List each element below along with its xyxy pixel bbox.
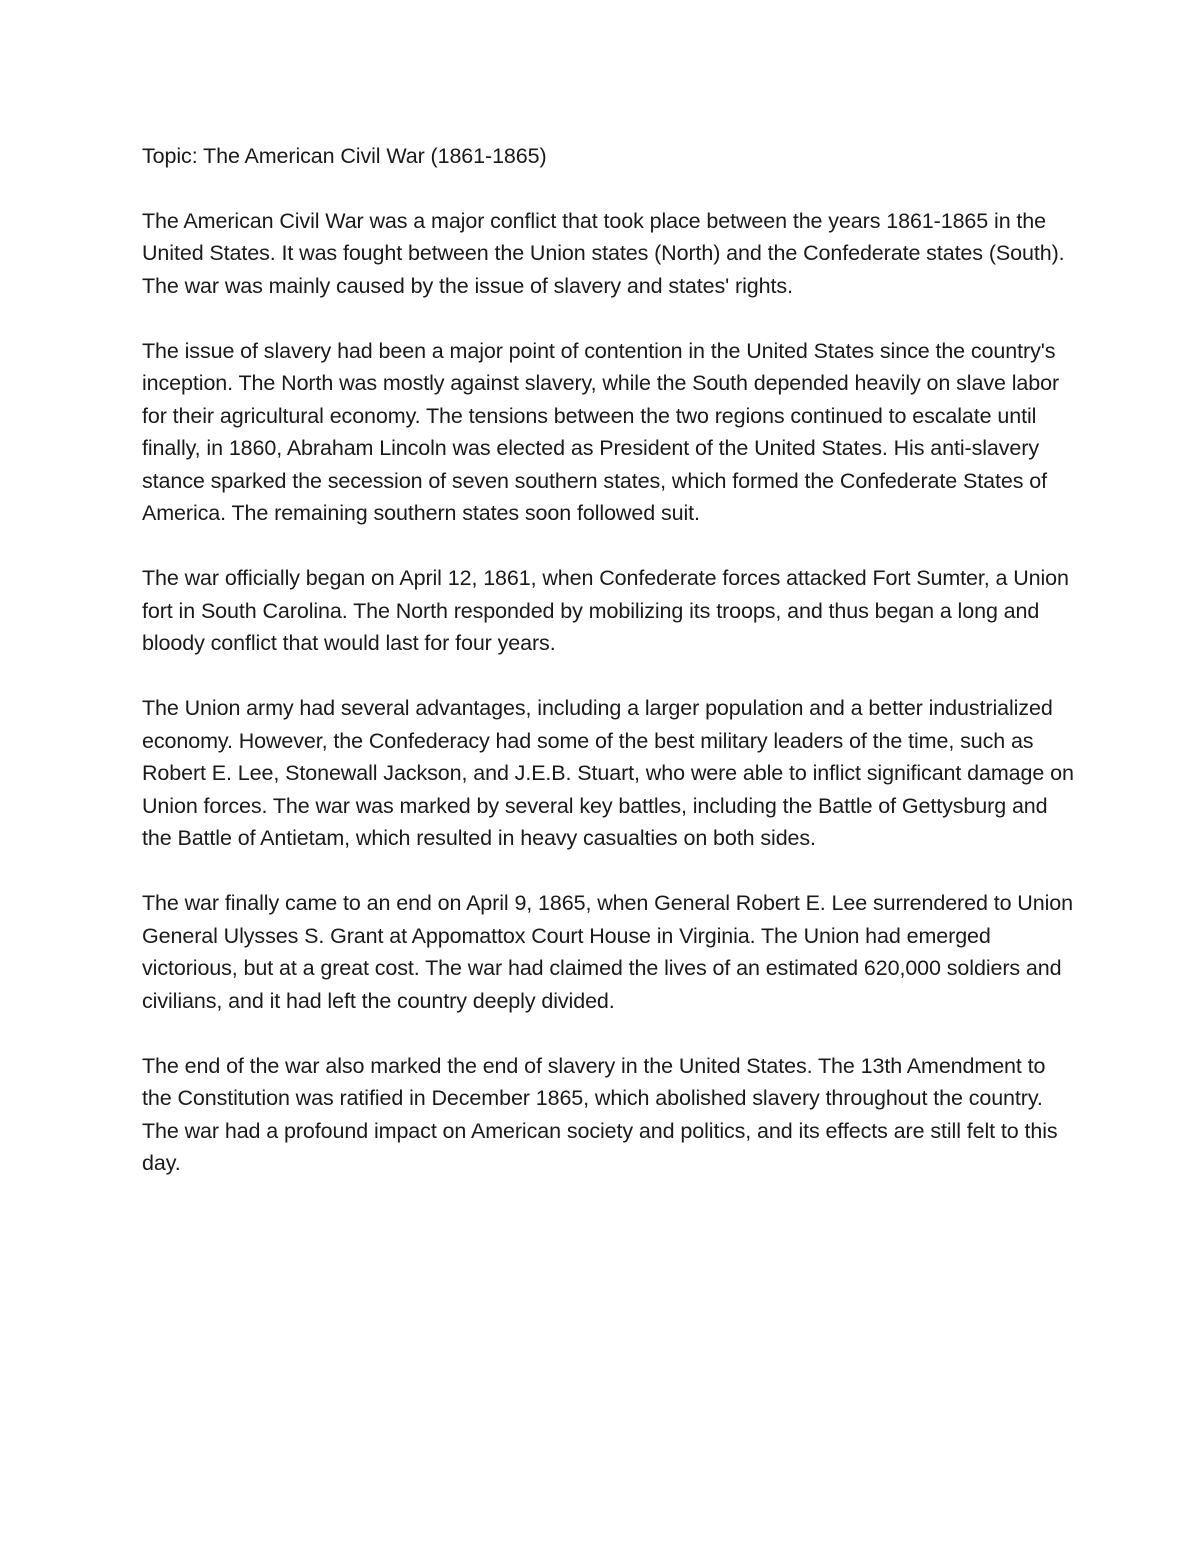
paragraph-introduction: The American Civil War was a major conflict that took place between the years 1861-1865 in the United States. It was fought between the Union states (North) and the Confederate states (South). The war was mainly caused by the issue of slavery and states' rights.	[142, 208, 1065, 298]
paragraph-end-of-slavery: The end of the war also marked the end of slavery in the United States. The 13th Amendment to the Constitution was ratified in December 1865, which abolished slavery throughout the country. The war had a profound impact on American society and politics, and its effects are still felt to this day.	[142, 1053, 1058, 1175]
document-topic: Topic: The American Civil War (1861-1865)	[142, 144, 547, 168]
paragraph-war-ends: The war finally came to an end on April 9, 1865, when General Robert E. Lee surrendered to Union General Ulysses S. Grant at Appomattox Court House in Virginia. The Union had emerged victorious, but at a great cost. The war had claimed the lives of an estimated 620,000 soldiers and civilians, and it had left the country deeply divided.	[142, 891, 1073, 1013]
paragraph-slavery-issue: The issue of slavery had been a major point of contention in the United States since the country's inception. The North was mostly against slavery, while the South depended heavily on slave labor for their agricultural economy. The tensions between the two regions continued to escalate until finally, in 1860, Abraham Lincoln was elected as President of the United States. His anti-slavery stance sparked the secession of seven southern states, which formed the Confederate States of America. The remaining southern states soon followed suit.	[142, 338, 1060, 525]
document-page	[142, 140, 1077, 1212]
paragraph-union-advantages: The Union army had several advantages, including a larger population and a better industrialized economy. However, the Confederacy had some of the best military leaders of the time, such as Robert E. Lee, Stonewall Jackson, and J.E.B. Stuart, who were able to inflict significant damage on Union forces. The war was marked by several key battles, including the Battle of Gettysburg and the Battle of Antietam, which resulted in heavy casualties on both sides.	[142, 696, 1074, 850]
paragraph-war-begins: The war officially began on April 12, 1861, when Confederate forces attacked Fort Sumter, a Union fort in South Carolina. The North responded by mobilizing its troops, and thus began a long and bloody conflict that would last for four years.	[142, 566, 1069, 655]
